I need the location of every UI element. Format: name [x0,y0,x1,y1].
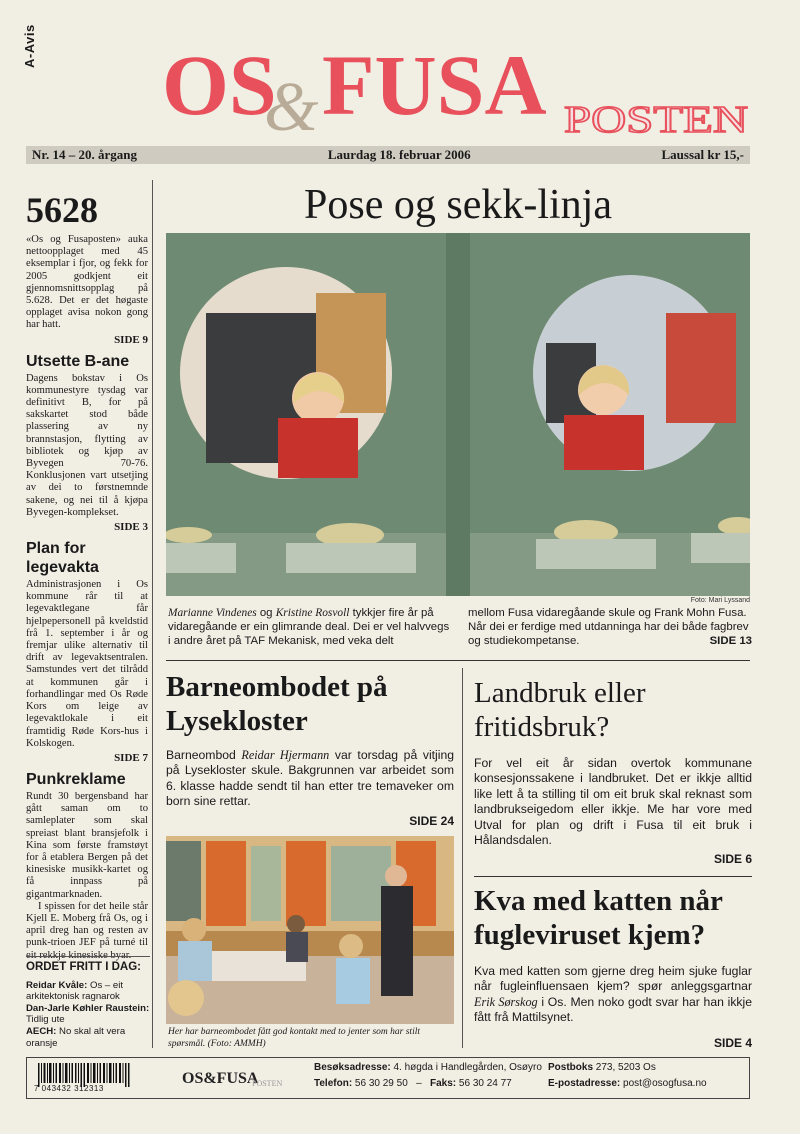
caption-text: tykkjer fire år på vidaregåande er ein glimrande deal. Dei er vel halvvegs i andre året på TAF Mekanisk, med veka delt [168,607,450,647]
ordet-item[interactable] [26,1003,150,1026]
fax-value: 56 30 24 77 [456,1078,512,1089]
katten-page-ref[interactable]: SIDE 4 [713,1035,752,1050]
separator: – [416,1078,422,1089]
ordet-item[interactable] [26,1026,150,1049]
story-katten [474,884,752,1050]
phone-value[interactable]: 56 30 29 50 [352,1078,408,1089]
caption-name: Marianne Vindenes [168,607,257,619]
barneombodet-photo[interactable] [166,836,454,1024]
visit-address [314,1062,542,1073]
caption-name: Kristine Rosvoll [275,607,350,619]
footer-logo[interactable] [182,1066,292,1088]
circulation-number: 5628 [26,190,98,230]
brief-headline-legevakta[interactable]: Plan for legevakta [26,540,99,577]
brief-headline-b-ane[interactable]: Utsette B-ane [26,352,130,370]
issue-info-bar [26,146,750,164]
ordet-fritt-box [26,962,150,1049]
email-link[interactable]: post@osogfusa.no [620,1078,707,1089]
ordet-title-text: No skal alt vera oransje [26,1025,126,1049]
logo-ampersand: & [264,69,319,138]
issue-price: Laussal kr 15,- [661,147,744,162]
brief-page-ref-b-ane[interactable]: SIDE 3 [114,521,148,534]
left-column [26,190,148,962]
logo-posten: POSTEN [564,99,748,138]
landbruk-text: For vel eit år sidan overtok kommunane konsesjonssakene i landbruket. Det er ikkje alltid like lett å ta stilling til om eit bruk skal reknast som landbrukseigedom eller ikkje. Me har vore med Utval for plan og drift i Fusa til eit bruk i Hålandsdalen. [474,756,752,848]
lead-caption-col1 [168,606,452,648]
caption-text: mellom Fusa vidaregåande skule og Frank Mohn Fusa. Når dei er ferdige med utdanninga har dei både fagbrev og studiekompetanse. [468,607,749,647]
photo-credit: Foto: Mari Lyssand [690,597,750,604]
footer-logo-text: OS&FUSA [182,1070,259,1087]
column-divider [462,668,463,1048]
logo-fusa: FUSA [322,37,547,133]
ordet-author: AECH: [26,1025,57,1037]
katten-text [474,964,752,1026]
po-box [548,1062,656,1073]
pobox-value: 273, 5203 Os [593,1062,656,1073]
section-divider [474,876,752,877]
lead-caption-col2 [468,606,752,648]
ordet-author: Reidar Kvåle: [26,979,88,991]
visit-label: Besøksadresse: [314,1062,391,1073]
lead-headline[interactable]: Pose og sekk-linja [304,182,612,228]
story-name: Erik Sørskog [474,994,538,1009]
a-avis-label: A-Avis [22,24,37,68]
section-divider [166,660,750,661]
story-text: i Os. Men noko godt svar har han ikkje fått frå Mattilsynet. [474,994,752,1025]
issue-number: Nr. 14 – 20. årgang [32,147,137,162]
phone-label: Telefon: [314,1078,353,1089]
caption-joiner: og [256,607,276,619]
email [548,1078,707,1089]
katten-headline[interactable]: Kva med katten når fugleviruset kjem? [474,885,723,951]
lead-caption [168,606,752,648]
ordet-fritt-title: ORDET FRITT I DAG: [26,961,141,973]
barneombodet-headline[interactable]: Barneombodet på Lysekloster [166,671,388,737]
ordet-author: Dan-Jarle Køhler Raustein: [26,1002,150,1014]
footer-logo-posten: POSTEN [252,1079,283,1088]
email-label: E-postadresse: [548,1078,621,1089]
barneombodet-page-ref[interactable]: SIDE 24 [409,813,454,828]
brief-headline-punkreklame[interactable]: Punkreklame [26,770,126,788]
story-name: Reidar Hjermann [241,748,330,762]
brief-text-legevakta: Administrasjonen i Os kommune rår til at legevaktlegane får hjelpepersonell på kveldstid frå 1. september i år og fremjar ulike alternativ til drift av legevaktsentralen. Samstundes vert det tilrådd at kommunen går i forhandlingar med Os Røde Kors om leige av legevaktlokale i eit framtidig Røde Kors-hus i Kolskogen. [26,579,148,749]
brief-page-ref-legevakta[interactable]: SIDE 7 [114,751,148,764]
brief-text-b-ane: Dagens bokstav i Os kommunestyre tysdag var definitivt B, for på sakskartet stod både plassering av ny brannstasjon, flytting av bibliotek og kjøp av Byvegen 70-76. Konklusjonen vart utsetjing av dei to førstnemnde sakene, og nei til å kjøpa Byvegen-komplekset. [26,372,148,518]
story-text: Kva med katten som gjerne dreg heim sjuke fuglar når fugleinfluensaen kjem? spør anleggsgartnar [474,964,752,994]
left-divider [26,956,150,957]
landbruk-page-ref[interactable]: SIDE 6 [713,852,752,867]
circulation-page-ref[interactable]: SIDE 9 [114,333,148,346]
pobox-label: Postboks [548,1062,594,1073]
landbruk-headline[interactable]: Landbruk eller fritidsbruk? [474,677,646,743]
visit-value: 4. høgda i Handlegården, Osøyro [390,1062,542,1073]
story-text: var torsdag på vitjing på Lysekloster skule. Bakgrunnen var arbeidet som 6. klasse hadde sendt til han etter tre temaveker om born sine rettar. [166,748,455,809]
issue-date: Laurdag 18. februar 2006 [327,147,471,162]
fax-label: Faks: [430,1078,457,1089]
barneombodet-photo-caption: Her har barneombodet fått god kontakt med to jenter som har stilt spørsmål. (Foto: AMMH) [168,1027,420,1049]
story-barneombodet [166,670,454,828]
brief-text-punkreklame-a: Rundt 30 bergensband har gått saman om to samleplater som skal spreiast blant bransjefolk i Kina som første framstøyt for å etablera Bergen på det kinesiske musikk-kartet og få innpass på gigantmarknaden. [26,790,148,900]
story-landbruk [474,676,752,866]
column-divider [152,180,153,1048]
ordet-item[interactable] [26,980,150,1003]
phone-fax [314,1078,512,1089]
ordet-title-text: Os – eit arkitektonisk ragnarok [26,979,124,1003]
barcode-number: 7 043432 312313 [34,1084,104,1093]
story-text: Barneombod [166,748,242,762]
ordet-title-text: Tidlig ute [26,1014,65,1026]
brief-text-punkreklame-b: I spissen for det heile står Kjell E. Moberg frå Os, og i april dreg han og resten av punk-trioen JEF på turné til [26,900,148,949]
newspaper-logo[interactable] [160,28,760,138]
barneombodet-text [166,748,454,810]
lead-photo[interactable] [166,233,750,596]
circulation-text: «Os og Fusaposten» auka nettoopplaget med 45 eksemplar i fjor, og fekk for 2005 godkjent eit gjennomsnittsopplag på 5.628. Det er det høgaste opplaget avisa nokon gong har hatt. [26,234,148,331]
logo-os: OS [162,37,277,133]
lead-page-ref[interactable]: SIDE 13 [709,635,752,647]
